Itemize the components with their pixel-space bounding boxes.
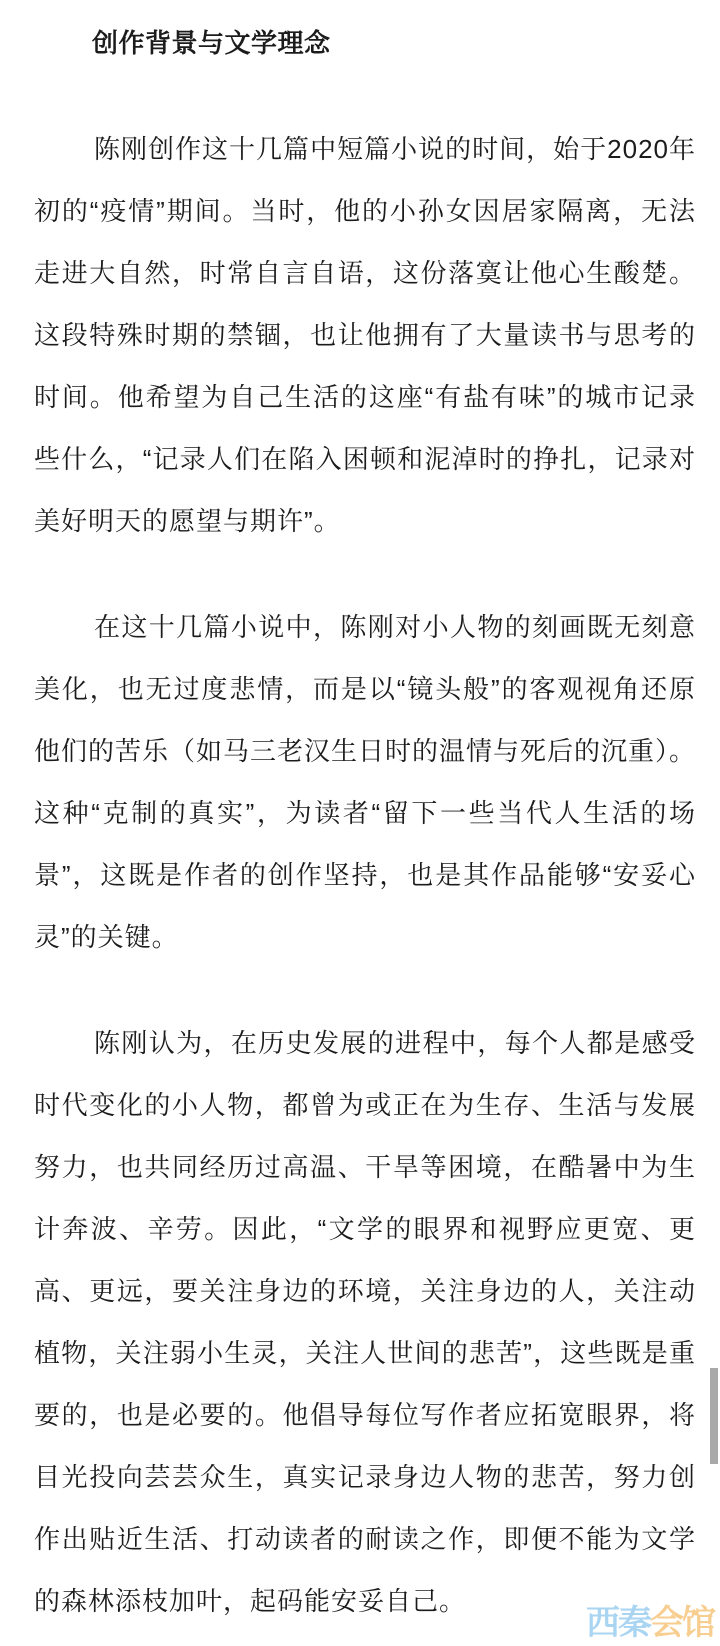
section-heading: 创作背景与文学理念 [92,28,331,58]
watermark [586,1604,714,1642]
scrollbar-thumb[interactable] [710,1368,718,1464]
article-body [0,30,720,1632]
paragraph-2: 在这十几篇小说中，陈刚对小人物的刻画既无刻意美化，也无过度悲情，而是以“镜头般”的客观视角还原他们的苦乐（如马三老汉生日时的温情与死后的沉重）。这种“克制的真实”，为读者“留下一些当代人生活的场景”，这既是作者的创作坚持，也是其作品能够“安妥心灵”的关键。 [34,612,697,952]
paragraph-3: 陈刚认为，在历史发展的进程中，每个人都是感受时代变化的小人物，都曾为或正在为生存、生活与发展努力，也共同经历过高温、干旱等困境，在酷暑中为生计奔波、辛劳。因此，“文学的眼界和视野应更宽、更高、更远，要关注身边的环境，关注身边的人，关注动植物，关注弱小生灵，关注人世间的悲苦”，这些既是重要的，也是必要的。他倡导每位写作者应拓宽眼界，将目光投向芸芸众生，真实记录身边人物的悲苦，努力创作出贴近生活、打动读者的耐读之作，即便不能为文学的森林添枝加叶，起码能安妥自己。 [34,1028,696,1616]
paragraph-1: 陈刚创作这十几篇中短篇小说的时间，始于2020年初的“疫情”期间。当时，他的小孙女因居家隔离，无法走进大自然，时常自言自语，这份落寞让他心生酸楚。这段特殊时期的禁锢，也让他拥有了大量读书与思考的时间。他希望为自己生活的这座“有盐有味”的城市记录些什么，“记录人们在陷入困顿和泥淖时的挣扎，记录对美好明天的愿望与期许”。 [34,134,696,536]
watermark-part-1: 西秦 [586,1604,650,1642]
watermark-part-2: 会馆 [650,1604,714,1642]
